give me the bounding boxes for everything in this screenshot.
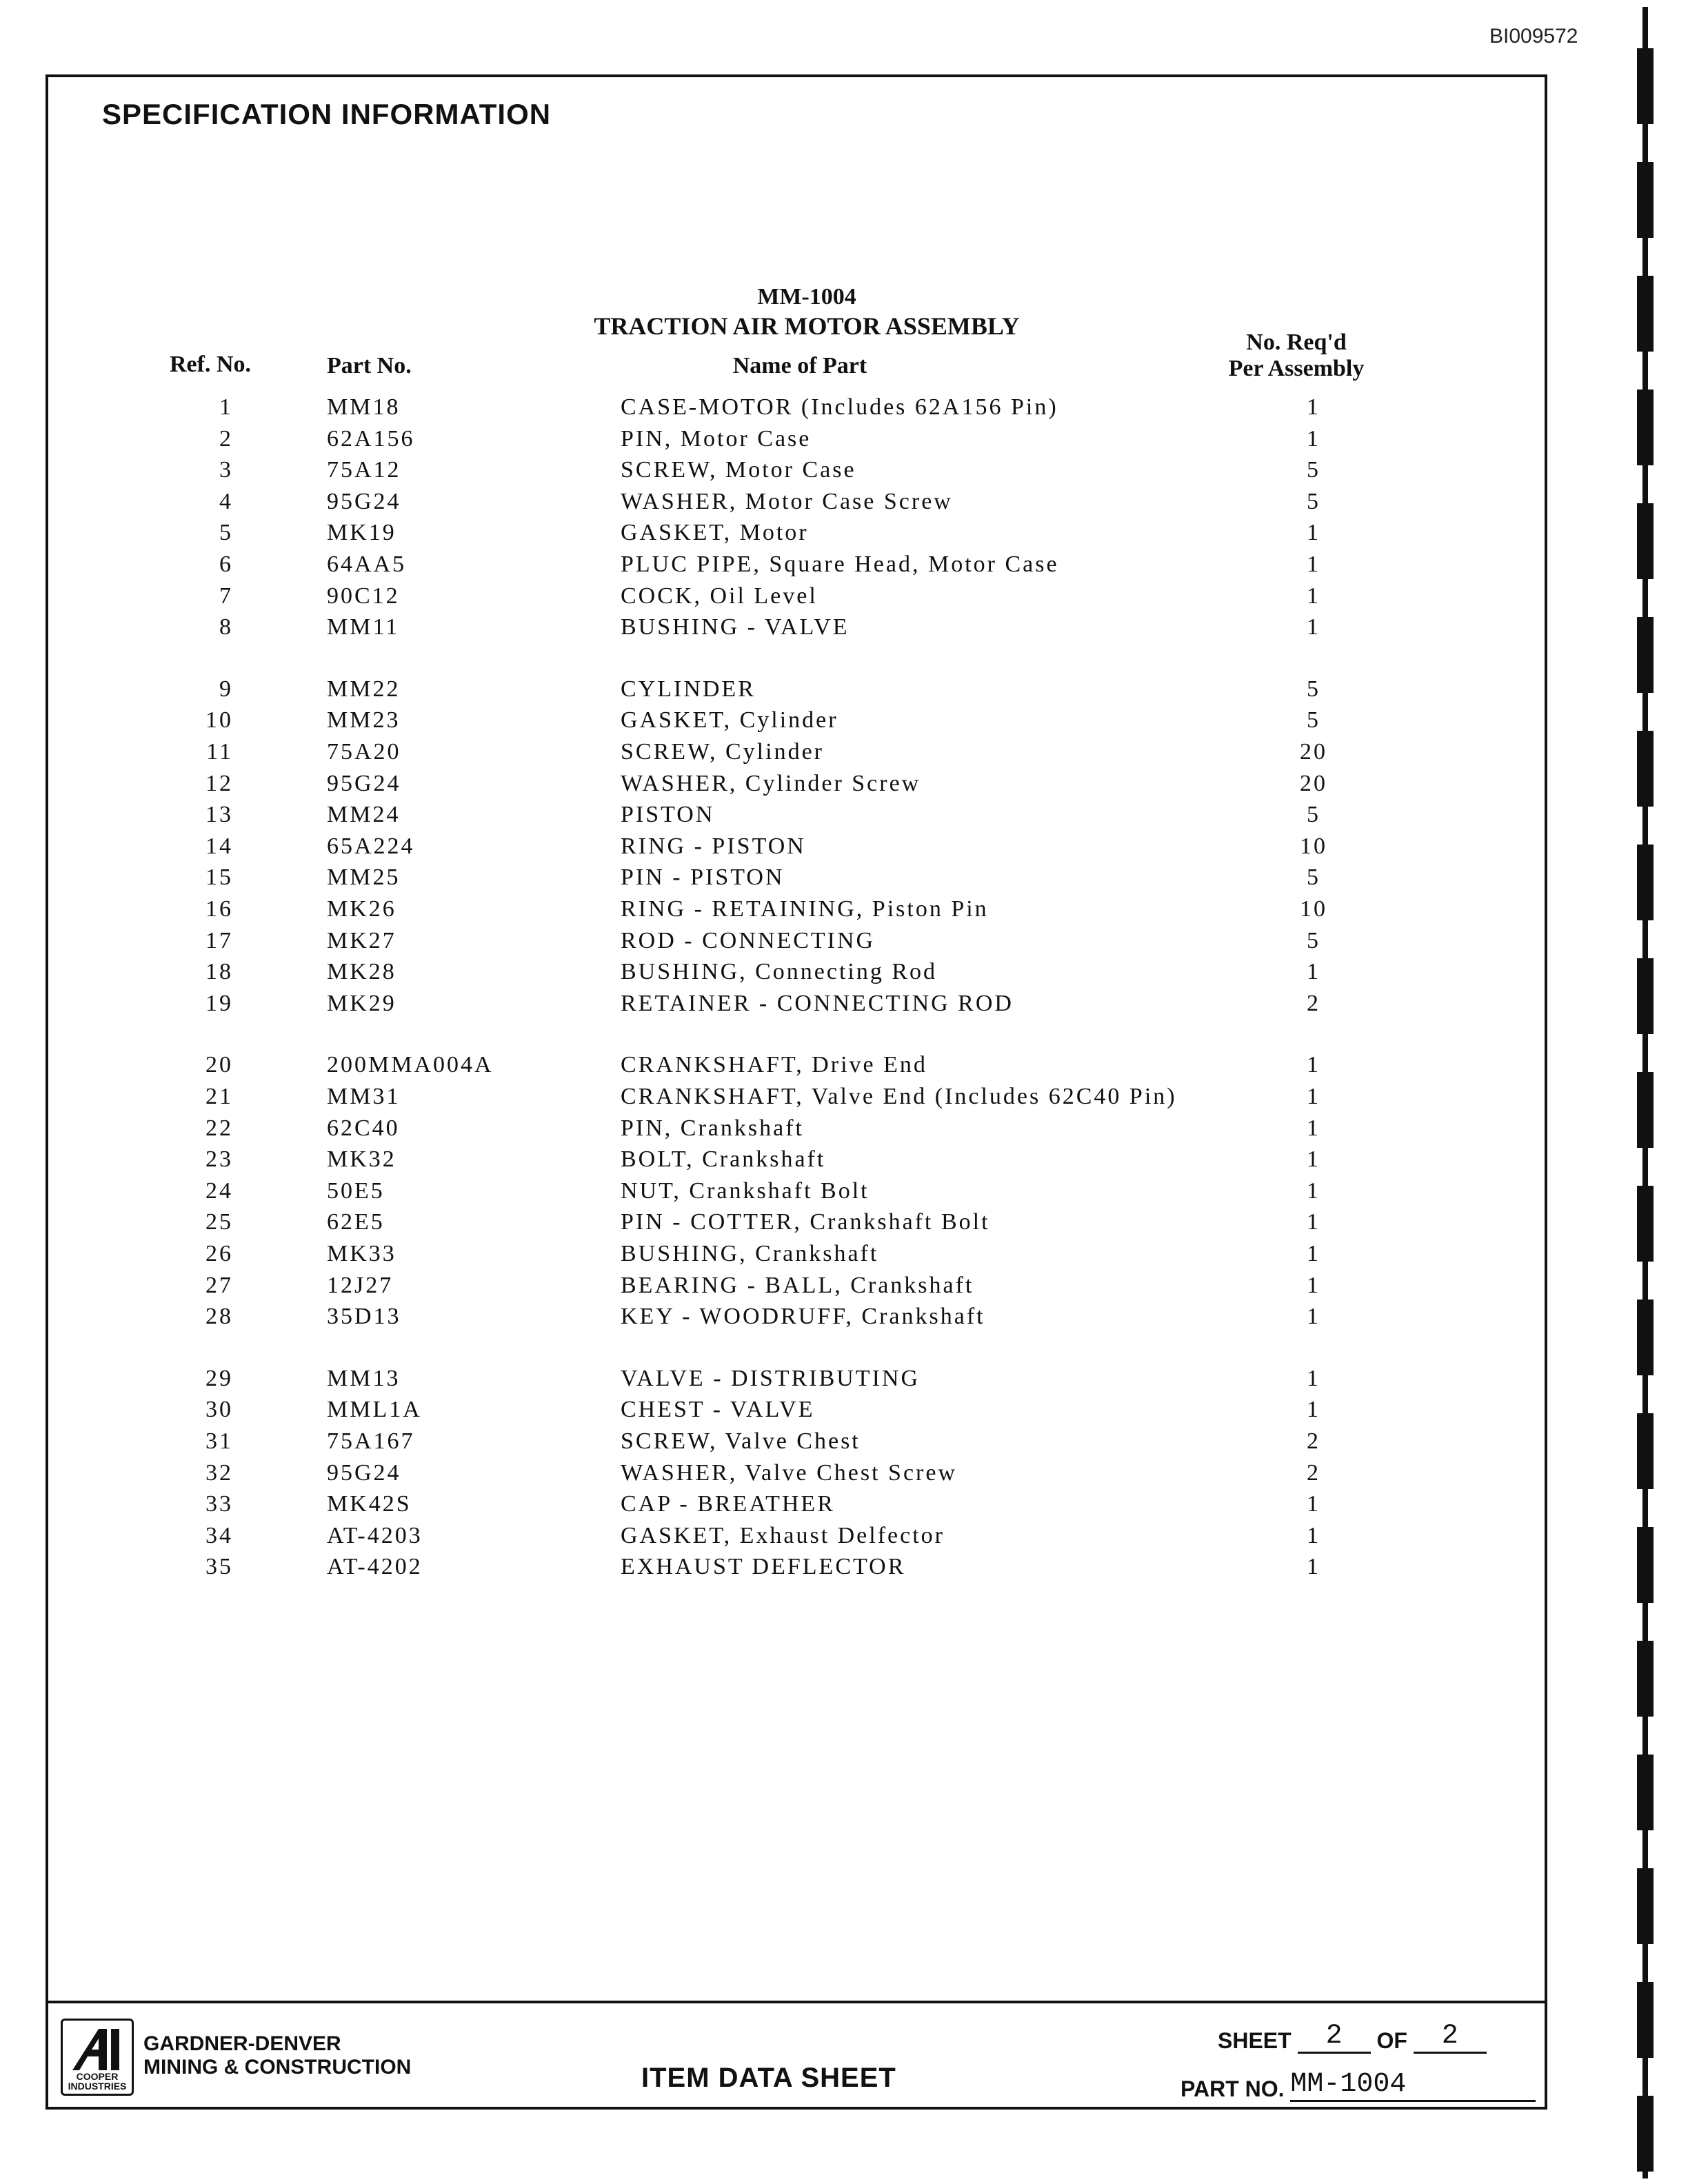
table-row [48,457,1545,487]
part-no-cell: 95G24 [327,488,401,514]
part-no-cell: MM13 [327,1365,401,1391]
part-name-cell: SCREW, Valve Chest [621,1428,861,1454]
part-name-cell: BUSHING, Crankshaft [621,1241,879,1266]
part-no-cell: AT-4203 [327,1522,423,1548]
table-row [48,707,1545,738]
part-no-cell: MM11 [327,614,400,640]
part-name-cell: GASKET, Cylinder [621,707,838,734]
binder-tab [1637,1413,1654,1489]
part-name-cell: BUSHING - VALVE [621,614,850,640]
ref-no-cell: 30 [205,1397,233,1423]
ref-no-cell: 27 [205,1272,233,1298]
part-no-cell: MK26 [327,896,396,922]
part-no-cell: 95G24 [327,1459,401,1486]
of-label: OF [1376,2028,1407,2053]
part-name-cell: CHEST - VALVE [621,1397,815,1423]
qty-cell: 1 [1307,1146,1320,1173]
part-no-cell: MM31 [327,1084,401,1109]
qty-cell: 2 [1307,1459,1320,1486]
table-row [48,1460,1545,1490]
cooper-logo-icon [72,2026,123,2073]
ref-no-cell: 7 [219,583,233,609]
ref-no-cell: 31 [205,1428,233,1454]
qty-cell: 1 [1307,959,1320,985]
table-row [48,802,1545,832]
ref-no-cell: 1 [219,394,233,420]
ref-no-cell: 24 [205,1177,233,1204]
table-row [48,771,1545,801]
table-row [48,739,1545,769]
part-no-cell: MK42S [327,1491,412,1517]
part-no-cell: MK19 [327,520,396,546]
part-name-cell: RING - PISTON [621,833,806,859]
column-header-name: Name of Part [732,353,867,378]
part-no-cell: 75A167 [327,1428,415,1454]
section-title: SPECIFICATION INFORMATION [102,98,552,130]
qty-cell: 1 [1307,1084,1320,1109]
part-name-cell: BEARING - BALL, Crankshaft [621,1272,974,1298]
part-no-cell: 65A224 [327,833,415,859]
ref-no-cell: 10 [205,707,233,734]
binder-tab [1637,1186,1654,1262]
part-name-cell: CRANKSHAFT, Drive End [621,1052,927,1078]
qty-cell: 1 [1307,1209,1320,1235]
part-no-value: MM-1004 [1290,2070,1536,2102]
ref-no-cell: 2 [219,425,233,452]
table-row [48,1428,1545,1459]
sheet-total: 2 [1414,2021,1487,2054]
ref-no-cell: 4 [219,488,233,514]
table-row [48,1178,1545,1209]
part-name-cell: PISTON [621,802,715,828]
qty-cell: 1 [1307,614,1320,640]
part-name-cell: WASHER, Cylinder Screw [621,770,921,796]
part-name-cell: CYLINDER [621,676,756,702]
part-no-cell: MK27 [327,927,396,953]
binder-edge [1631,7,1659,2178]
part-no-cell: MM25 [327,865,401,891]
binder-tab [1637,845,1654,920]
ref-no-cell: 14 [205,833,233,859]
binder-tab [1637,1072,1654,1148]
ref-no-cell: 17 [205,927,233,953]
binder-tab [1637,2096,1654,2172]
qty-cell: 2 [1307,990,1320,1016]
qty-cell: 1 [1307,1272,1320,1298]
part-name-cell: KEY - WOODRUFF, Crankshaft [621,1304,985,1330]
table-row [48,1523,1545,1553]
part-name-cell: GASKET, Exhaust Delfector [621,1522,945,1548]
binder-tab [1637,731,1654,807]
part-name-cell: EXHAUST DEFLECTOR [621,1554,906,1580]
ref-no-cell: 26 [205,1241,233,1266]
qty-cell: 1 [1307,583,1320,609]
company-name-line2: MINING & CONSTRUCTION [143,2056,412,2079]
part-no-cell: MK29 [327,990,396,1016]
column-header-qty [1207,330,1386,382]
part-name-cell: ROD - CONNECTING [621,927,876,953]
assembly-number: MM-1004 [757,284,856,310]
qty-cell: 10 [1300,896,1327,922]
table-row [48,1084,1545,1114]
ref-no-cell: 15 [205,865,233,891]
binder-tab [1637,1755,1654,1830]
qty-cell: 5 [1307,488,1320,514]
ref-no-cell: 33 [205,1491,233,1517]
company-logo [61,2019,134,2096]
part-no-cell: MK28 [327,959,396,985]
part-name-cell: RETAINER - CONNECTING ROD [621,990,1014,1016]
column-header-ref: Ref. No. [170,352,252,377]
company-name-line1: GARDNER-DENVER [143,2032,341,2055]
sheet-title: ITEM DATA SHEET [641,2063,896,2093]
part-no-cell: 75A20 [327,739,401,765]
part-name-cell: WASHER, Motor Case Screw [621,488,953,514]
table-row [48,1304,1545,1334]
table-row [48,1146,1545,1177]
part-name-cell: NUT, Crankshaft Bolt [621,1177,870,1204]
part-no-cell: 75A12 [327,457,401,483]
qty-cell: 1 [1307,1115,1320,1141]
assembly-name: TRACTION AIR MOTOR ASSEMBLY [594,312,1020,340]
column-header-part: Part No. [327,353,412,378]
table-row [48,1491,1545,1521]
part-name-cell: PLUC PIPE, Square Head, Motor Case [621,552,1059,577]
part-no-cell: 200MMA004A [327,1052,494,1078]
table-row [48,896,1545,927]
part-name-cell: SCREW, Cylinder [621,739,824,765]
part-no-cell: MML1A [327,1397,422,1423]
title-block [48,2001,1545,2110]
binder-tab [1637,48,1654,124]
qty-cell: 2 [1307,1428,1320,1454]
ref-no-cell: 5 [219,520,233,546]
ref-no-cell: 6 [219,552,233,577]
table-row [48,928,1545,958]
qty-cell: 1 [1307,1304,1320,1330]
table-row [48,1554,1545,1584]
table-row [48,583,1545,614]
ref-no-cell: 20 [205,1052,233,1078]
part-no-cell: MM23 [327,707,401,734]
qty-cell: 1 [1307,552,1320,577]
table-row [48,1241,1545,1271]
part-no-cell: MM24 [327,802,401,828]
binder-tab [1637,1982,1654,2058]
part-no-cell: MK32 [327,1146,396,1173]
part-no-cell: MM18 [327,394,401,420]
table-row [48,991,1545,1021]
ref-no-cell: 9 [219,676,233,702]
binder-tab [1637,390,1654,465]
part-no-cell: 50E5 [327,1177,385,1204]
ref-no-cell: 13 [205,802,233,828]
sheet-label: SHEET [1218,2028,1292,2053]
binder-tab [1637,1641,1654,1717]
part-name-cell: PIN, Motor Case [621,425,812,452]
ref-no-cell: 18 [205,959,233,985]
table-row [48,676,1545,707]
part-no-cell: 12J27 [327,1272,394,1298]
part-no-cell: AT-4202 [327,1554,423,1580]
table-row [48,614,1545,645]
table-row [48,1052,1545,1082]
part-no-cell: MK33 [327,1241,396,1266]
part-name-cell: BUSHING, Connecting Rod [621,959,938,985]
part-no-cell: 62A156 [327,425,415,452]
part-name-cell: CASE-MOTOR (Includes 62A156 Pin) [621,394,1058,420]
part-name-cell: WASHER, Valve Chest Screw [621,1459,957,1486]
part-name-cell: PIN - PISTON [621,865,785,891]
table-row [48,1273,1545,1303]
table-row [48,1115,1545,1146]
qty-cell: 1 [1307,1052,1320,1078]
ref-no-cell: 19 [205,990,233,1016]
part-no-cell: 62E5 [327,1209,385,1235]
part-no-cell: 35D13 [327,1304,401,1330]
part-name-cell: COCK, Oil Level [621,583,818,609]
part-no-cell: MM22 [327,676,401,702]
part-no-label: PART NO. [1180,2076,1285,2101]
document-id: BI009572 [1489,25,1578,48]
binder-tab [1637,617,1654,693]
qty-cell: 1 [1307,1491,1320,1517]
table-row [48,833,1545,864]
sheet-number: 2 [1298,2021,1371,2054]
ref-no-cell: 28 [205,1304,233,1330]
part-name-cell: SCREW, Motor Case [621,457,856,483]
qty-cell: 5 [1307,707,1320,734]
qty-cell: 1 [1307,1397,1320,1423]
part-name-cell: CRANKSHAFT, Valve End (Includes 62C40 Pin) [621,1084,1177,1109]
part-name-cell: GASKET, Motor [621,520,809,546]
ref-no-cell: 8 [219,614,233,640]
part-no-cell: 95G24 [327,770,401,796]
qty-cell: 10 [1300,833,1327,859]
company-name [143,2032,411,2079]
ref-no-cell: 23 [205,1146,233,1173]
part-no-cell: 64AA5 [327,552,407,577]
binder-tab [1637,1868,1654,1944]
part-name-cell: BOLT, Crankshaft [621,1146,826,1173]
ref-no-cell: 22 [205,1115,233,1141]
qty-cell: 5 [1307,802,1320,828]
qty-cell: 5 [1307,676,1320,702]
binder-tab [1637,162,1654,238]
table-row [48,1209,1545,1240]
qty-cell: 1 [1307,1522,1320,1548]
table-row [48,552,1545,582]
qty-cell: 20 [1300,739,1327,765]
column-header-qty-line1: No. Req'd [1246,330,1347,355]
qty-cell: 20 [1300,770,1327,796]
part-name-cell: RING - RETAINING, Piston Pin [621,896,989,922]
ref-no-cell: 3 [219,457,233,483]
ref-no-cell: 11 [206,739,233,765]
ref-no-cell: 29 [205,1365,233,1391]
qty-cell: 1 [1307,1241,1320,1266]
table-row [48,520,1545,550]
qty-cell: 5 [1307,457,1320,483]
column-header-qty-line2: Per Assembly [1228,356,1365,381]
table-row [48,959,1545,989]
ref-no-cell: 16 [205,896,233,922]
ref-no-cell: 35 [205,1554,233,1580]
ref-no-cell: 32 [205,1459,233,1486]
qty-cell: 1 [1307,394,1320,420]
ref-no-cell: 34 [205,1522,233,1548]
qty-cell: 1 [1307,520,1320,546]
table-row [48,394,1545,425]
binder-tab [1637,503,1654,579]
part-name-cell: CAP - BREATHER [621,1491,835,1517]
qty-cell: 1 [1307,425,1320,452]
table-row [48,489,1545,519]
table-row [48,426,1545,456]
qty-cell: 5 [1307,865,1320,891]
binder-tab [1637,276,1654,352]
ref-no-cell: 12 [205,770,233,796]
table-row [48,1397,1545,1427]
qty-cell: 1 [1307,1177,1320,1204]
binder-tab [1637,958,1654,1034]
part-no-cell: 90C12 [327,583,400,609]
part-name-cell: PIN, Crankshaft [621,1115,804,1141]
table-row [48,865,1545,895]
qty-cell: 5 [1307,927,1320,953]
spec-sheet-frame [46,74,1547,2110]
qty-cell: 1 [1307,1365,1320,1391]
logo-caption: COOPER INDUSTRIES [68,2071,127,2092]
part-name-cell: VALVE - DISTRIBUTING [621,1365,920,1391]
binder-tab [1637,1527,1654,1603]
ref-no-cell: 25 [205,1209,233,1235]
part-name-cell: PIN - COTTER, Crankshaft Bolt [621,1209,990,1235]
qty-cell: 1 [1307,1554,1320,1580]
part-no-cell: 62C40 [327,1115,400,1141]
ref-no-cell: 21 [205,1084,233,1109]
table-row [48,1366,1545,1396]
sheet-info [1169,2021,1525,2104]
binder-tab [1637,1300,1654,1375]
